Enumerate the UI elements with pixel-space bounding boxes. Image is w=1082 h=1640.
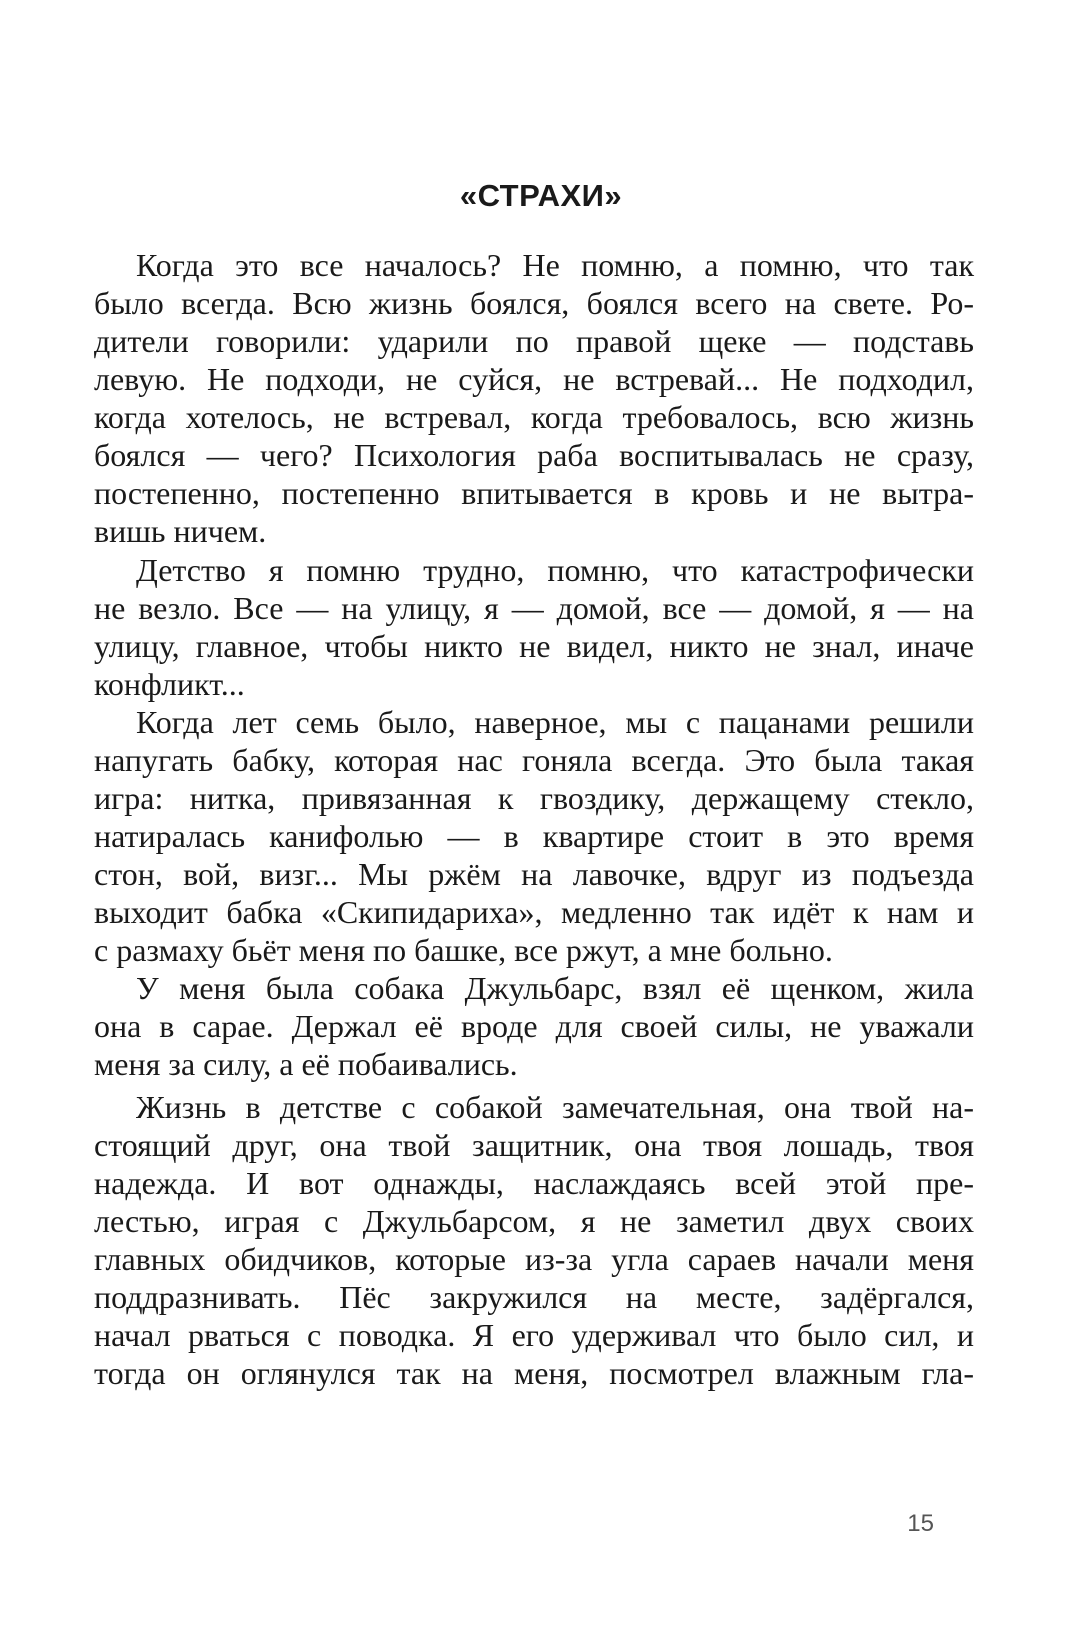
text-line: меня за силу, а её побаивались.: [94, 1046, 518, 1082]
text-line: начал рваться с поводка. Я его удерживал что было сил, и: [94, 1317, 974, 1353]
text-line: игра: нитка, привязанная к гвоздику, держащему стекло,: [94, 780, 974, 816]
page-number: 15: [907, 1510, 934, 1537]
text-line: Когда лет семь было, наверное, мы с пацанами решили: [136, 704, 974, 740]
text-line: вишь ничем.: [94, 513, 267, 549]
text-line: не везло. Все — на улицу, я — домой, все — домой, я — на: [94, 590, 974, 626]
text-line: левую. Не подходи, не суйся, не встревай... Не подходил,: [94, 361, 974, 397]
text-line: дители говорили: ударили по правой щеке — подставь: [94, 323, 974, 359]
text-line: конфликт...: [94, 666, 245, 702]
text-line: Когда это все началось? Не помню, а помню, что так: [136, 247, 974, 283]
text-line: напугать бабку, которая нас гоняла всегда. Это была такая: [94, 742, 974, 778]
text-line: надежда. И вот однажды, наслаждаясь всей этой пре-: [94, 1165, 974, 1201]
text-line: У меня была собака Джульбарс, взял её щенком, жила: [136, 970, 974, 1006]
text-line: лестью, играя с Джульбарсом, я не заметил двух своих: [94, 1203, 974, 1239]
text-line: улицу, главное, чтобы никто не видел, никто не знал, иначе: [94, 628, 974, 664]
text-line: боялся — чего? Психология раба воспитывалась не сразу,: [94, 437, 974, 473]
text-line: тогда он оглянулся так на меня, посмотрел влажным гла-: [94, 1355, 974, 1391]
text-line: поддразнивать. Пёс закружился на месте, задёргался,: [94, 1279, 974, 1315]
text-line: постепенно, постепенно впитывается в кровь и не вытра-: [94, 475, 974, 511]
text-line: стон, вой, визг... Мы ржём на лавочке, вдруг из подъезда: [94, 856, 974, 892]
text-line: она в сарае. Держал её вроде для своей силы, не уважали: [94, 1008, 974, 1044]
text-line: выходит бабка «Скипидариха», медленно так идёт к нам и: [94, 894, 974, 930]
text-line: Детство я помню трудно, помню, что катастрофически: [136, 552, 974, 588]
text-line: с размаху бьёт меня по башке, все ржут, а мне больно.: [94, 932, 833, 968]
text-line: стоящий друг, она твой защитник, она твоя лошадь, твоя: [94, 1127, 974, 1163]
text-line: натиралась канифолью — в квартире стоит в это время: [94, 818, 974, 854]
text-line: было всегда. Всю жизнь боялся, боялся всего на свете. Ро-: [94, 285, 974, 321]
text-line: главных обидчиков, которые из-за угла сараев начали меня: [94, 1241, 974, 1277]
text-line: когда хотелось, не встревал, когда требовалось, всю жизнь: [94, 399, 974, 435]
text-line: Жизнь в детстве с собакой замечательная, она твой на-: [136, 1089, 974, 1125]
chapter-title: «СТРАХИ»: [459, 178, 623, 213]
